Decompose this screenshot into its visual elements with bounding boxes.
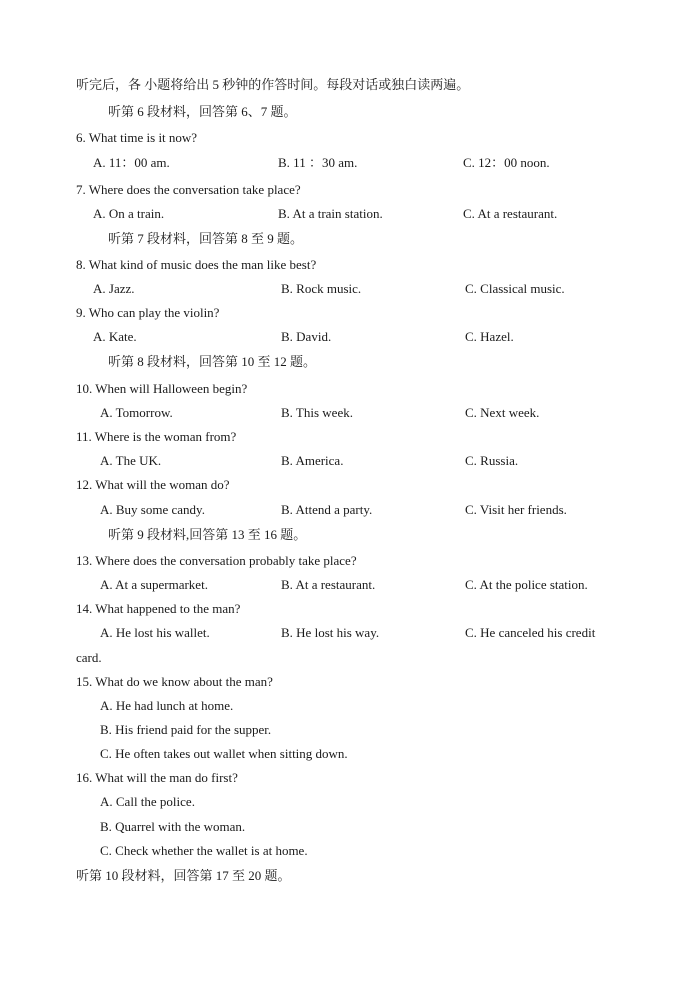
question-10: 10. When will Halloween begin? bbox=[76, 381, 248, 396]
question-7: 7. Where does the conversation take place? bbox=[76, 182, 301, 197]
question-14: 14. What happened to the man? bbox=[76, 601, 241, 616]
q8-option-b: B. Rock music. bbox=[281, 281, 362, 296]
q15-option-a: A. He had lunch at home. bbox=[100, 698, 234, 713]
q15-option-c: C. He often takes out wallet when sitting down. bbox=[100, 746, 348, 761]
section-heading-6: 听第 6 段材料，回答第 6、7 题。 bbox=[108, 104, 297, 119]
question-8: 8. What kind of music does the man like best? bbox=[76, 257, 317, 272]
q8-option-a: A. Jazz. bbox=[93, 281, 135, 296]
q9-option-c: C. Hazel. bbox=[465, 329, 514, 344]
q9-option-a: A. Kate. bbox=[93, 329, 137, 344]
q10-option-a: A. Tomorrow. bbox=[100, 405, 173, 420]
q13-option-c: C. At the police station. bbox=[465, 577, 588, 592]
q6-option-b: B. 11 ：30 am. bbox=[278, 155, 358, 170]
q8-option-c: C. Classical music. bbox=[465, 281, 565, 296]
q16-option-c: C. Check whether the wallet is at home. bbox=[100, 843, 308, 858]
q9-option-b: B. David. bbox=[281, 329, 332, 344]
q14-option-b: B. He lost his way. bbox=[281, 625, 380, 640]
q7-option-c: C. At a restaurant. bbox=[463, 206, 558, 221]
q13-option-a: A. At a supermarket. bbox=[100, 577, 208, 592]
q12-option-a: A. Buy some candy. bbox=[100, 502, 205, 517]
question-16: 16. What will the man do first? bbox=[76, 770, 238, 785]
question-15: 15. What do we know about the man? bbox=[76, 674, 273, 689]
q6-option-c: C. 12：00 noon. bbox=[463, 155, 550, 170]
q11-option-c: C. Russia. bbox=[465, 453, 519, 468]
question-6: 6. What time is it now? bbox=[76, 130, 198, 145]
q14-option-c: C. He canceled his credit bbox=[465, 625, 596, 640]
section-heading-7: 听第 7 段材料，回答第 8 至 9 题。 bbox=[108, 231, 304, 246]
question-12: 12. What will the woman do? bbox=[76, 477, 230, 492]
q14-option-c-continuation: card. bbox=[76, 650, 102, 665]
q11-option-b: B. America. bbox=[281, 453, 344, 468]
q13-option-b: B. At a restaurant. bbox=[281, 577, 376, 592]
q11-option-a: A. The UK. bbox=[100, 453, 162, 468]
q14-option-a: A. He lost his wallet. bbox=[100, 625, 210, 640]
q10-option-b: B. This week. bbox=[281, 405, 353, 420]
q16-option-b: B. Quarrel with the woman. bbox=[100, 819, 246, 834]
intro-text: 听完后，各 小题将给出 5 秒钟的作答时间。每段对话或独白读两遍。 bbox=[76, 77, 470, 92]
section-heading-9: 听第 9 段材料,回答第 13 至 16 题。 bbox=[108, 527, 307, 542]
q16-option-a: A. Call the police. bbox=[100, 794, 195, 809]
q7-option-a: A. On a train. bbox=[93, 206, 165, 221]
q12-option-b: B. Attend a party. bbox=[281, 502, 373, 517]
section-heading-10: 听第 10 段材料，回答第 17 至 20 题。 bbox=[76, 868, 291, 883]
section-heading-8: 听第 8 段材料，回答第 10 至 12 题。 bbox=[108, 354, 317, 369]
question-9: 9. Who can play the violin? bbox=[76, 305, 220, 320]
q10-option-c: C. Next week. bbox=[465, 405, 540, 420]
question-13: 13. Where does the conversation probably take place? bbox=[76, 553, 357, 568]
q7-option-b: B. At a train station. bbox=[278, 206, 383, 221]
question-11: 11. Where is the woman from? bbox=[76, 429, 237, 444]
q12-option-c: C. Visit her friends. bbox=[465, 502, 567, 517]
q15-option-b: B. His friend paid for the supper. bbox=[100, 722, 272, 737]
q6-option-a: A. 11：00 am. bbox=[93, 155, 170, 170]
